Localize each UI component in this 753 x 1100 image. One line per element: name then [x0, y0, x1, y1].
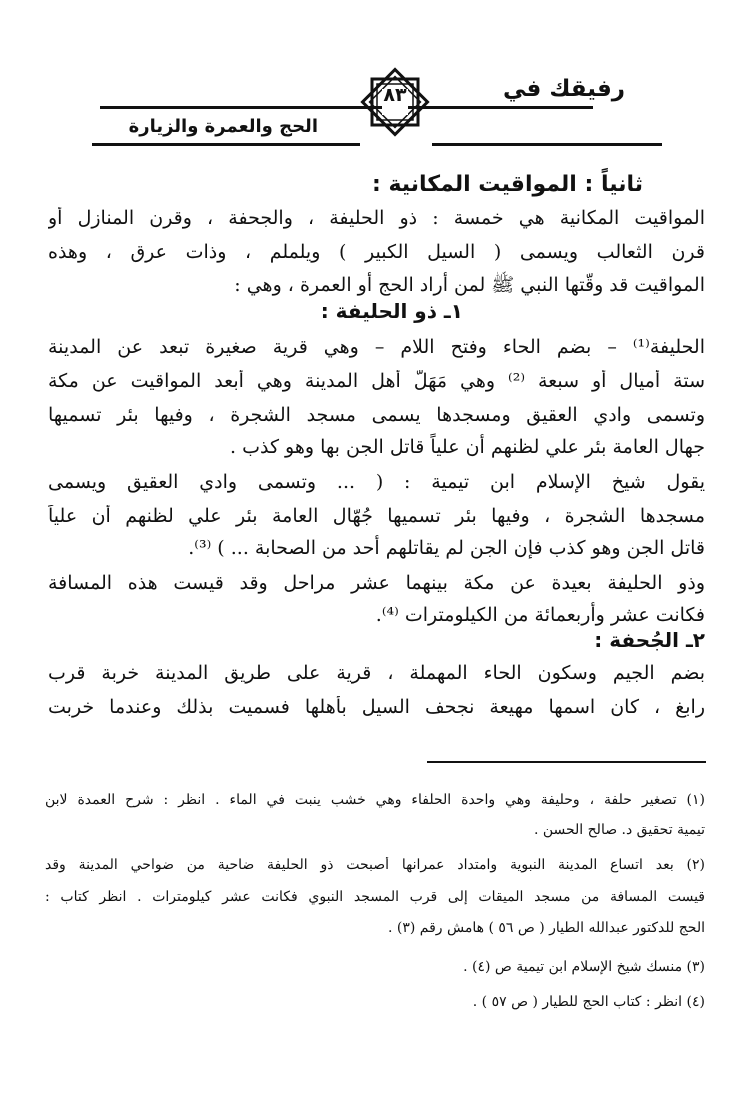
paragraph-line: بضم الجيم وسكون الحاء المهملة ، قرية على طريق المدينة خربة قرب — [48, 662, 705, 684]
subheading-juhfa: ٢ـ الجُحفة : — [594, 628, 705, 652]
footnote-2-line: (٢) بعد اتساع المدينة النبوية وامتداد عمرانها أصبحت ذو الحليفة ضاحية من ضواحي المدينة وقد — [45, 857, 705, 873]
intro-line: المواقيت قد وقّتها النبي ﷺ لمن أراد الحج أو العمرة ، وهي : — [234, 274, 705, 296]
paragraph-line: فكانت عشر وأربعمائة من الكيلومترات ⁽⁴⁾. — [375, 604, 705, 626]
page-number-emblem — [355, 62, 435, 142]
quote-line: يقول شيخ الإسلام ابن تيمية : ( ... وتسمى وادي العقيق ويسمى — [48, 471, 705, 493]
footnote-4: (٤) انظر : كتاب الحج للطيار ( ص ٥٧ ) . — [472, 994, 705, 1010]
footnote-3: (٣) منسك شيخ الإسلام ابن تيمية ص (٤) . — [463, 959, 705, 975]
header-rule-top — [100, 106, 593, 109]
paragraph-line: وتسمى وادي العقيق ومسجدها يسمى مسجد الشجرة ، وفيها بئر تسميها — [48, 404, 705, 426]
footnote-1-line: (١) تصغير حلفة ، وحليفة وهي واحدة الحلفاء وهي خشب ينبت في الماء . انظر : شرح العمدة لابن — [45, 792, 705, 808]
header-rule-right — [432, 143, 662, 146]
book-title-line1: رفيقك في — [503, 76, 625, 102]
paragraph-line: ستة أميال أو سبعة ⁽²⁾ وهي مَهَلّ أهل المدينة وهي أبعد المواقيت عن مكة — [48, 370, 705, 392]
page-number: ٨٣ — [383, 84, 407, 106]
footnote-1-line: تيمية تحقيق د. صالح الحسن . — [533, 822, 705, 838]
subheading-dhul-hulayfa: ١ـ ذو الحليفة : — [320, 299, 463, 323]
footnote-separator — [427, 761, 706, 763]
footnote-2-line: الحج للدكتور عبدالله الطيار ( ص ٥٦ ) هامش رقم (٣) . — [387, 920, 705, 936]
quote-line: مسجدها الشجرة ، وفيها بئر تسميها جُهّال العامة بئر علي لظنهم أن علياً — [48, 505, 705, 527]
paragraph-line: وذو الحليفة بعيدة عن مكة بينهما عشر مراحل وقد قيست هذه المسافة — [48, 572, 705, 594]
book-title-line2: الحج والعمرة والزيارة — [128, 116, 318, 137]
paragraph-line: رابغ ، كان اسمها مهيعة نجحف السيل بأهلها فسميت بذلك وعندما خربت — [48, 696, 705, 718]
quote-line: قاتل الجن وهو كذب فإن الجن لم يقاتلهم أحد من الصحابة ... ) ⁽³⁾. — [188, 537, 705, 559]
section-heading: ثانياً : المواقيت المكانية : — [371, 172, 643, 197]
footnote-2-line: قيست المسافة من مسجد الميقات إلى قرب المسجد النبوي فكانت عشر كيلومترات . انظر كتاب : — [45, 889, 705, 905]
paragraph-line: جهال العامة بئر علي لظنهم أن علياً قاتل الجن بها وهو كذب . — [230, 436, 705, 458]
intro-line: المواقيت المكانية هي خمسة : ذو الحليفة ، والجحفة ، وقرن المنازل أو — [48, 207, 705, 229]
intro-line: قرن الثعالب ويسمى ( السيل الكبير ) ويلملم ، وذات عرق ، وهذه — [48, 241, 705, 263]
header-rule-left — [92, 143, 360, 146]
paragraph-line: الحليفة⁽¹⁾ – بضم الحاء وفتح اللام – وهي قرية صغيرة تبعد عن المدينة — [48, 336, 705, 358]
